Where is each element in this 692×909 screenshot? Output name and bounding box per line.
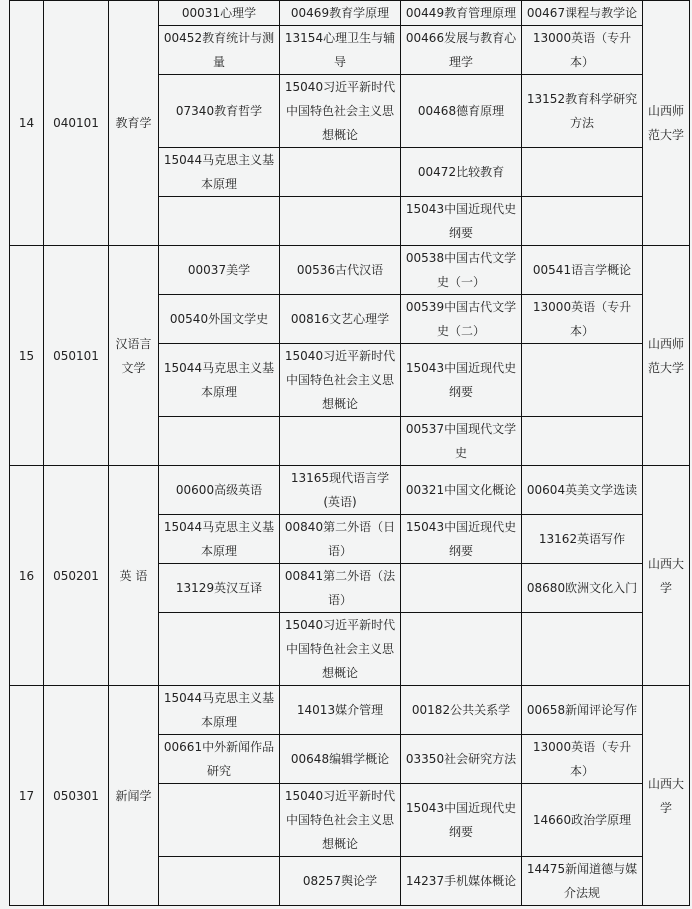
course-cell: 15044马克思主义基本原理 xyxy=(159,148,280,197)
school-name: 山西师范大学 xyxy=(643,1,690,246)
course-cell: 00472比较教育 xyxy=(401,148,522,197)
course-cell: 15040习近平新时代中国特色社会主义思想概论 xyxy=(280,613,401,686)
major-name: 英 语 xyxy=(109,466,159,686)
course-cell: 15044马克思主义基本原理 xyxy=(159,686,280,735)
school-name: 山西大学 xyxy=(643,686,690,906)
course-cell xyxy=(159,197,280,246)
course-cell: 00604英美文学选读 xyxy=(522,466,643,515)
course-cell: 13000英语（专升本） xyxy=(522,735,643,784)
school-name: 山西大学 xyxy=(643,466,690,686)
course-cell: 00321中国文化概论 xyxy=(401,466,522,515)
course-cell xyxy=(280,417,401,466)
course-cell: 00816文艺心理学 xyxy=(280,295,401,344)
course-cell: 00182公共关系学 xyxy=(401,686,522,735)
table-row xyxy=(10,686,690,735)
course-cell: 00037美学 xyxy=(159,246,280,295)
course-cell: 14660政治学原理 xyxy=(522,784,643,857)
course-cell: 00539中国古代文学史（二） xyxy=(401,295,522,344)
row-number: 16 xyxy=(10,466,44,686)
course-cell: 13165现代语言学(英语) xyxy=(280,466,401,515)
course-cell: 00658新闻评论写作 xyxy=(522,686,643,735)
course-cell: 00540外国文学史 xyxy=(159,295,280,344)
course-cell: 00537中国现代文学史 xyxy=(401,417,522,466)
course-cell: 13129英汉互译 xyxy=(159,564,280,613)
course-cell: 13000英语（专升本） xyxy=(522,295,643,344)
course-cell: 14013媒介管理 xyxy=(280,686,401,735)
course-cell: 00031心理学 xyxy=(159,1,280,26)
course-cell: 15040习近平新时代中国特色社会主义思想概论 xyxy=(280,75,401,148)
course-cell xyxy=(522,197,643,246)
exam-course-table xyxy=(9,0,690,906)
course-cell: 13162英语写作 xyxy=(522,515,643,564)
course-cell xyxy=(159,417,280,466)
major-code: 050301 xyxy=(44,686,109,906)
course-cell: 13000英语（专升本） xyxy=(522,26,643,75)
course-cell: 15040习近平新时代中国特色社会主义思想概论 xyxy=(280,784,401,857)
major-name: 新闻学 xyxy=(109,686,159,906)
course-cell: 00449教育管理原理 xyxy=(401,1,522,26)
school-name: 山西师范大学 xyxy=(643,246,690,466)
course-cell xyxy=(159,857,280,906)
course-cell: 00600高级英语 xyxy=(159,466,280,515)
course-cell: 15040习近平新时代中国特色社会主义思想概论 xyxy=(280,344,401,417)
course-cell xyxy=(401,613,522,686)
course-cell: 13154心理卫生与辅导 xyxy=(280,26,401,75)
course-cell: 00469教育学原理 xyxy=(280,1,401,26)
course-cell xyxy=(522,344,643,417)
major-code: 050201 xyxy=(44,466,109,686)
course-cell: 00541语言学概论 xyxy=(522,246,643,295)
course-cell: 15043中国近现代史纲要 xyxy=(401,784,522,857)
course-cell: 14475新闻道德与媒介法规 xyxy=(522,857,643,906)
course-cell: 00467课程与教学论 xyxy=(522,1,643,26)
course-cell: 14237手机媒体概论 xyxy=(401,857,522,906)
course-cell: 07340教育哲学 xyxy=(159,75,280,148)
course-cell xyxy=(159,613,280,686)
course-cell: 00840第二外语（日语） xyxy=(280,515,401,564)
course-cell xyxy=(280,148,401,197)
course-cell: 15044马克思主义基本原理 xyxy=(159,515,280,564)
major-name: 教育学 xyxy=(109,1,159,246)
table-row xyxy=(10,1,690,26)
course-cell: 00648编辑学概论 xyxy=(280,735,401,784)
course-cell: 00538中国古代文学史（一） xyxy=(401,246,522,295)
table-row xyxy=(10,246,690,295)
course-cell: 00452教育统计与测量 xyxy=(159,26,280,75)
table-row xyxy=(10,466,690,515)
course-cell xyxy=(522,148,643,197)
course-cell: 00468德育原理 xyxy=(401,75,522,148)
course-cell: 15043中国近现代史纲要 xyxy=(401,197,522,246)
course-cell: 15043中国近现代史纲要 xyxy=(401,344,522,417)
row-number: 17 xyxy=(10,686,44,906)
major-code: 040101 xyxy=(44,1,109,246)
course-cell xyxy=(159,784,280,857)
course-cell xyxy=(280,197,401,246)
course-cell: 08257舆论学 xyxy=(280,857,401,906)
major-code: 050101 xyxy=(44,246,109,466)
course-cell: 00841第二外语（法语） xyxy=(280,564,401,613)
course-cell: 03350社会研究方法 xyxy=(401,735,522,784)
course-cell xyxy=(522,417,643,466)
course-cell xyxy=(522,613,643,686)
course-cell: 15044马克思主义基本原理 xyxy=(159,344,280,417)
major-name: 汉语言文学 xyxy=(109,246,159,466)
row-number: 14 xyxy=(10,1,44,246)
course-cell: 08680欧洲文化入门 xyxy=(522,564,643,613)
course-cell: 13152教育科学研究方法 xyxy=(522,75,643,148)
course-cell: 15043中国近现代史纲要 xyxy=(401,515,522,564)
course-cell xyxy=(401,564,522,613)
row-number: 15 xyxy=(10,246,44,466)
course-cell: 00466发展与教育心理学 xyxy=(401,26,522,75)
course-cell: 00536古代汉语 xyxy=(280,246,401,295)
course-cell: 00661中外新闻作品研究 xyxy=(159,735,280,784)
